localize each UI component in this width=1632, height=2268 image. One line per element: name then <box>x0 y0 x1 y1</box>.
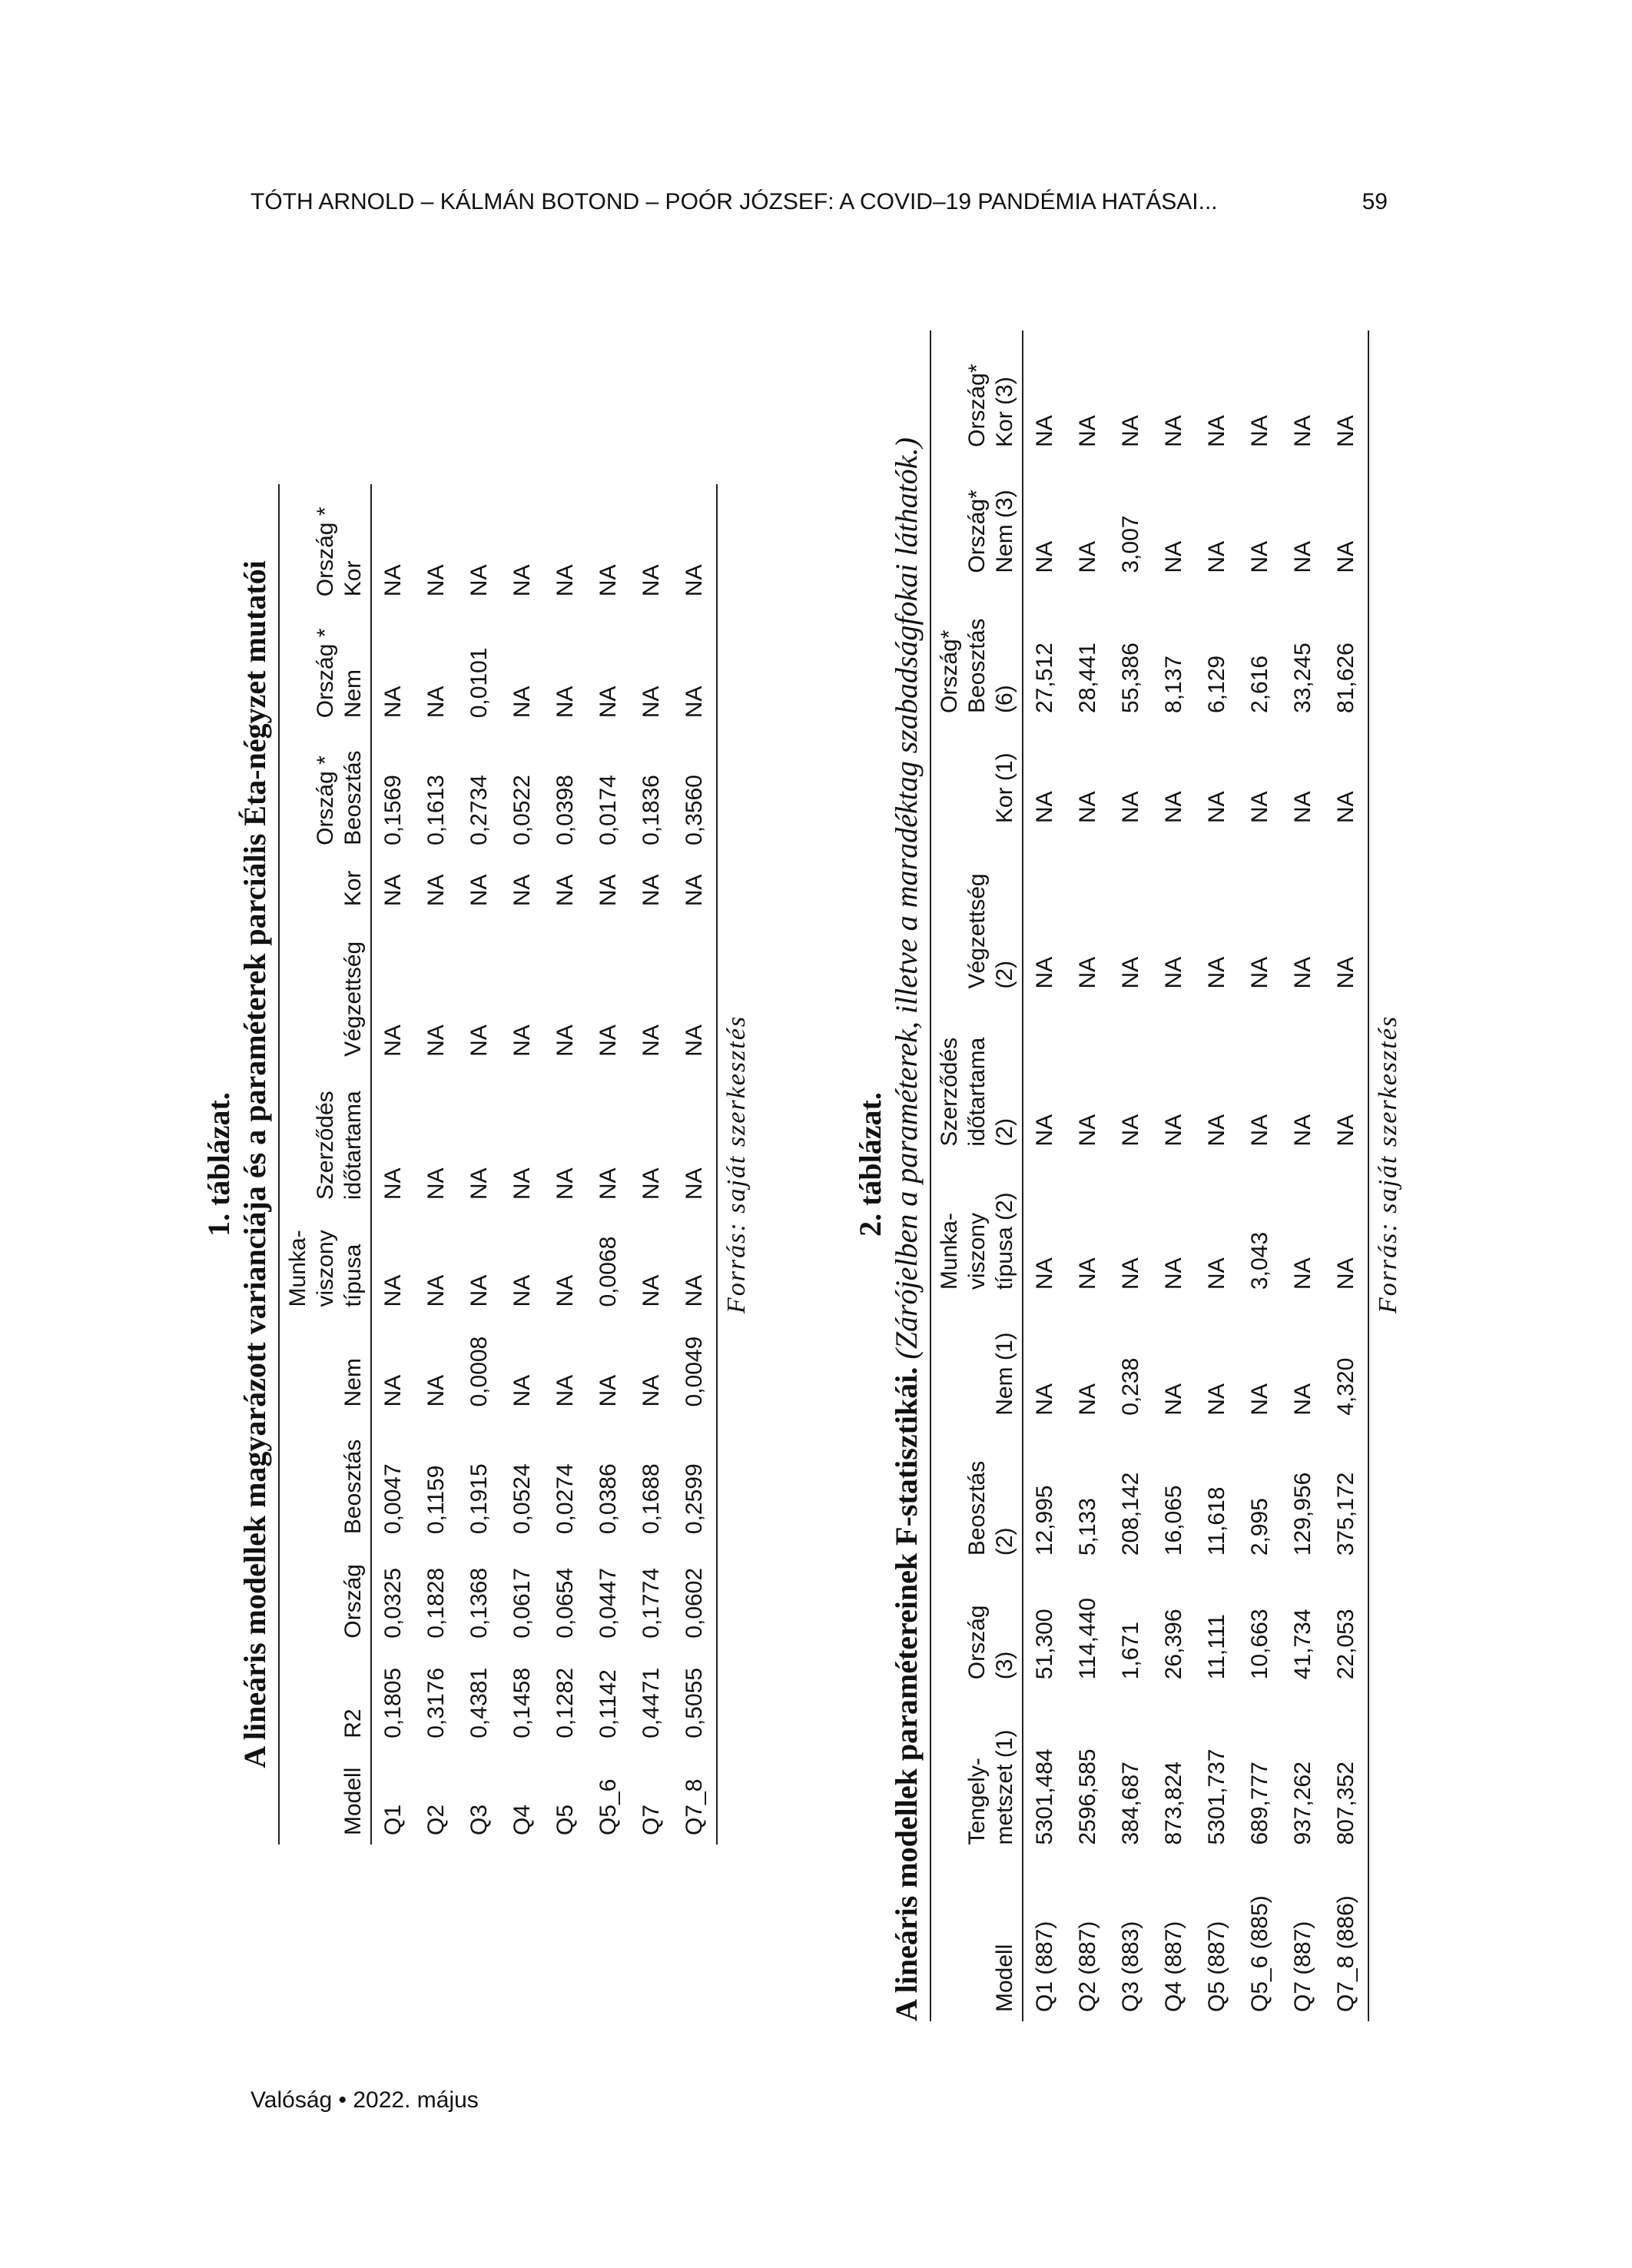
table-row <box>1239 330 1282 2021</box>
table2-body <box>1023 330 1368 2021</box>
table-cell: Q3 <box>466 1804 492 1835</box>
table-row <box>1023 330 1066 2021</box>
table-cell: Q2 <box>423 1804 449 1835</box>
table-cell: NA <box>639 874 664 907</box>
table-cell: NA <box>466 1024 492 1057</box>
table1-body <box>371 484 717 1845</box>
table1-col-header: Munka- viszony típusa <box>279 1209 371 1316</box>
table-cell: NA <box>423 686 449 719</box>
running-title: TÓTH ARNOLD – KÁLMÁN BOTOND – POÓR JÓZSEF: A COVID–19 PANDÉMIA HATÁSAI... <box>250 189 1218 214</box>
table-cell: 0,2734 <box>466 775 492 845</box>
table-cell: 11,618 <box>1204 1486 1229 1556</box>
table2-number: 2. táblázat. <box>853 1092 887 1237</box>
table-cell: NA <box>1247 1383 1272 1416</box>
table-cell: 51,300 <box>1032 1609 1057 1680</box>
table-cell: NA <box>1161 415 1186 447</box>
table-cell: NA <box>1325 722 1368 832</box>
table-cell: 0,0068 <box>595 1236 621 1307</box>
table-cell: NA <box>595 874 621 907</box>
table-cell: NA <box>639 1024 664 1057</box>
table-cell: NA <box>1032 1257 1057 1290</box>
table-cell: 2,616 <box>1247 655 1272 713</box>
table-row <box>371 484 415 1845</box>
table-cell: NA <box>673 855 717 915</box>
table-cell: 0,1805 <box>380 1667 406 1738</box>
table-row <box>501 484 544 1845</box>
table-cell: NA <box>1204 956 1229 989</box>
table2-col-header: Munka- viszony típusa (2) <box>930 1156 1023 1299</box>
table-row <box>544 484 587 1845</box>
table-cell: NA <box>1161 791 1186 824</box>
table1 <box>278 484 718 1845</box>
table-cell: NA <box>1290 791 1315 824</box>
table1-source: Forrás: saját szerkesztés <box>722 1014 751 1314</box>
table2-title: A lineáris modellek paramétereinek F-statisztikái. <box>889 1366 924 2021</box>
table-cell: NA <box>639 564 664 597</box>
table-cell: 0,0049 <box>673 1316 717 1416</box>
table-cell: 41,734 <box>1290 1609 1315 1680</box>
table-cell: NA <box>1247 1114 1272 1147</box>
table-cell: NA <box>509 564 535 597</box>
table2-col-header: Beosztás (2) <box>930 1425 1023 1565</box>
table-cell: NA <box>1075 1114 1100 1147</box>
table-row <box>1325 330 1368 2021</box>
table-cell: NA <box>466 1274 492 1307</box>
table-cell: 937,262 <box>1290 1762 1315 1845</box>
table-cell: 0,0274 <box>552 1463 578 1535</box>
table-cell: 0,0047 <box>380 1463 406 1535</box>
table-cell: NA <box>673 915 717 1066</box>
table-cell: NA <box>595 1167 621 1200</box>
table-row <box>673 484 717 1845</box>
table-cell: NA <box>380 874 406 907</box>
table-cell: 375,172 <box>1325 1425 1368 1565</box>
table-cell: NA <box>423 564 449 597</box>
table-cell: 0,4381 <box>466 1667 492 1738</box>
table-cell: NA <box>552 1274 578 1307</box>
table2-col-header: Végzettség (2) <box>930 832 1023 998</box>
table-cell: 10,663 <box>1247 1609 1272 1680</box>
table-cell: 0,1915 <box>466 1463 492 1535</box>
table2 <box>930 330 1369 2021</box>
table-cell: NA <box>673 606 717 727</box>
table-cell: 0,0522 <box>509 775 535 845</box>
table-cell: NA <box>1075 956 1100 989</box>
table-cell: NA <box>1032 1114 1057 1147</box>
table-cell: 2,995 <box>1247 1498 1272 1556</box>
table-cell: 0,0654 <box>552 1567 578 1639</box>
table-row <box>1282 330 1325 2021</box>
table-cell: Q5 (887) <box>1204 1921 1229 2012</box>
table-row <box>1066 330 1110 2021</box>
table1-col-header: Szerződés időtartama <box>279 1066 371 1209</box>
table-cell: 384,687 <box>1118 1762 1143 1845</box>
table-cell: 114,440 <box>1075 1598 1100 1680</box>
table-cell: 8,137 <box>1161 655 1186 713</box>
table-cell: 873,824 <box>1161 1762 1186 1845</box>
table-cell: 2596,585 <box>1075 1748 1100 1845</box>
table-cell: NA <box>552 1024 578 1057</box>
table-cell: 0,0524 <box>509 1463 535 1535</box>
table-cell: NA <box>423 1167 449 1200</box>
table-cell: 0,2599 <box>673 1416 717 1544</box>
table2-col-header: Modell <box>930 1855 1023 2021</box>
table-cell: NA <box>595 686 621 719</box>
table2-header-row <box>930 330 1023 2021</box>
table-cell: 0,0447 <box>595 1567 621 1639</box>
table-cell: 11,111 <box>1204 1614 1229 1680</box>
running-head <box>250 189 1388 215</box>
table-cell: 0,3560 <box>673 727 717 855</box>
table-cell: Q1 (887) <box>1032 1921 1057 2012</box>
table-cell: 3,043 <box>1247 1231 1272 1290</box>
table1-col-header: R2 <box>279 1648 371 1748</box>
table-cell: NA <box>509 1167 535 1200</box>
table-cell: NA <box>1290 540 1315 573</box>
table-cell: NA <box>509 1374 535 1407</box>
table1-block <box>201 307 751 2021</box>
table-cell: Q1 <box>380 1804 406 1835</box>
table-cell: NA <box>1118 1257 1143 1290</box>
table-cell: 0,0602 <box>673 1543 717 1648</box>
table-cell: NA <box>466 874 492 907</box>
table-cell: 0,1282 <box>552 1667 578 1738</box>
table-cell: 0,5055 <box>673 1648 717 1748</box>
table-cell: NA <box>1247 415 1272 447</box>
table-cell: Q3 (883) <box>1118 1921 1143 2012</box>
table-cell: Q7 (887) <box>1290 1921 1315 2012</box>
table-cell: NA <box>595 1024 621 1057</box>
table2-col-header: Nem (1) <box>930 1299 1023 1425</box>
table2-col-header: Ország (3) <box>930 1565 1023 1689</box>
table-cell: NA <box>1118 1114 1143 1147</box>
table-cell: 16,065 <box>1161 1485 1186 1556</box>
table-cell: NA <box>380 1274 406 1307</box>
table-cell: 0,1613 <box>423 775 449 845</box>
table-cell: NA <box>1325 330 1368 457</box>
table1-title: A lineáris modellek magyarázott varianciája és a paraméterek parciális Éta-négyzet mutatói <box>237 560 272 1768</box>
table-cell: 0,1458 <box>509 1667 535 1738</box>
table-cell: NA <box>1118 956 1143 989</box>
table-cell: Q7_8 (886) <box>1325 1855 1368 2021</box>
table-cell: 807,352 <box>1325 1689 1368 1854</box>
table-cell: NA <box>466 564 492 597</box>
table-cell: NA <box>639 1167 664 1200</box>
table-row <box>458 484 501 1845</box>
table-cell: 129,956 <box>1290 1472 1315 1556</box>
table-cell: NA <box>1161 1257 1186 1290</box>
table-cell: NA <box>552 1167 578 1200</box>
table-cell: 689,777 <box>1247 1762 1272 1845</box>
table-cell: 0,1142 <box>595 1669 621 1738</box>
table-cell: NA <box>1247 791 1272 824</box>
table2-block <box>853 307 1403 2021</box>
table-cell: NA <box>423 1274 449 1307</box>
table-cell: NA <box>1325 832 1368 998</box>
table2-col-header: Kor (1) <box>930 722 1023 832</box>
table-cell: Q5_6 (885) <box>1247 1895 1272 2012</box>
table-cell: 0,1774 <box>639 1567 664 1639</box>
table-cell: NA <box>1075 540 1100 573</box>
table-cell: 5,133 <box>1075 1498 1100 1556</box>
table-cell: 28,441 <box>1075 643 1100 713</box>
table-cell: 0,1828 <box>423 1567 449 1639</box>
table1-col-header: Nem <box>279 1316 371 1416</box>
table-cell: NA <box>1290 1114 1315 1147</box>
table-cell: NA <box>1204 540 1229 573</box>
table-cell: NA <box>1325 998 1368 1156</box>
table-cell: NA <box>1204 415 1229 447</box>
table2-subtitle: (Zárójelben a paraméterek, illetve a maradéktag szabadságfokai láthatók.) <box>889 437 924 1360</box>
table-cell: NA <box>380 1167 406 1200</box>
table1-col-header: Ország * Beosztás <box>279 727 371 855</box>
table-cell: NA <box>1290 415 1315 447</box>
table-cell: Q4 <box>509 1804 535 1835</box>
table-cell: 0,1569 <box>380 775 406 845</box>
table-cell: NA <box>1204 1114 1229 1147</box>
table-cell: NA <box>673 1209 717 1316</box>
table-cell: NA <box>1204 791 1229 824</box>
table-cell: NA <box>380 686 406 719</box>
table-cell: 0,1368 <box>466 1567 492 1639</box>
table-cell: 4,320 <box>1325 1299 1368 1425</box>
table-cell: NA <box>509 874 535 907</box>
table-cell: 0,1688 <box>639 1463 664 1535</box>
table-cell: NA <box>552 874 578 907</box>
table-cell: NA <box>1325 1156 1368 1299</box>
table-cell: 0,0174 <box>595 775 621 845</box>
table-cell: NA <box>1118 791 1143 824</box>
table-cell: 0,4471 <box>639 1667 664 1738</box>
table-cell: 5301,737 <box>1204 1748 1229 1845</box>
table-cell: NA <box>1290 956 1315 989</box>
table-cell: 3,007 <box>1118 515 1143 573</box>
table-cell: NA <box>1075 1257 1100 1290</box>
table-cell: NA <box>639 686 664 719</box>
table-cell: NA <box>1247 540 1272 573</box>
table-cell: 55,386 <box>1118 643 1143 713</box>
table-cell: 0,3176 <box>423 1667 449 1738</box>
table-cell: 27,512 <box>1032 643 1057 713</box>
table-cell: NA <box>1032 956 1057 989</box>
table-cell: 22,053 <box>1325 1565 1368 1689</box>
table1-col-header: Kor <box>279 855 371 915</box>
table-cell: NA <box>673 1066 717 1209</box>
table1-header-row <box>279 484 371 1845</box>
table1-number: 1. táblázat. <box>201 1092 236 1237</box>
table-cell: 0,1159 <box>423 1465 449 1535</box>
table-cell: NA <box>1161 1114 1186 1147</box>
table2-col-header: Tengely- metszet (1) <box>930 1689 1023 1854</box>
table-cell: NA <box>466 1167 492 1200</box>
table-cell: NA <box>1161 540 1186 573</box>
table-cell: NA <box>1161 956 1186 989</box>
table-cell: 81,626 <box>1325 583 1368 722</box>
table-cell: NA <box>1075 791 1100 824</box>
table1-col-header: Ország * Kor <box>279 484 371 606</box>
table-cell: 0,0008 <box>466 1336 492 1407</box>
table-cell: NA <box>380 564 406 597</box>
table-row <box>1196 330 1239 2021</box>
table-cell: NA <box>423 874 449 907</box>
table-cell: NA <box>1032 1383 1057 1416</box>
table2-caption <box>888 307 925 2021</box>
table-cell: Q7 <box>639 1804 664 1835</box>
table-cell: NA <box>1032 791 1057 824</box>
table-cell: 33,245 <box>1290 643 1315 713</box>
table1-col-header: Modell <box>279 1748 371 1845</box>
table-cell: NA <box>673 484 717 606</box>
table-cell: NA <box>1161 1383 1186 1416</box>
table2-source: Forrás: saját szerkesztés <box>1374 1014 1402 1314</box>
table-row <box>587 484 630 1845</box>
page-number: 59 <box>1362 189 1388 214</box>
table-cell: Q2 (887) <box>1075 1921 1100 2012</box>
table-cell: NA <box>1075 1383 1100 1416</box>
table-cell: 12,995 <box>1032 1485 1057 1556</box>
table-cell: 0,238 <box>1118 1357 1143 1416</box>
table-cell: NA <box>380 1024 406 1057</box>
page-footer: Valóság • 2022. május <box>250 2087 479 2113</box>
table-cell: NA <box>1032 540 1057 573</box>
table-row <box>415 484 458 1845</box>
table-cell: NA <box>1118 415 1143 447</box>
table1-col-header: Végzettség <box>279 915 371 1066</box>
table2-col-header: Szerződés időtartama (2) <box>930 998 1023 1156</box>
table-cell: 0,1836 <box>639 775 664 845</box>
table-row <box>1110 330 1153 2021</box>
table1-col-header: Beosztás <box>279 1416 371 1544</box>
table-cell: NA <box>552 1374 578 1407</box>
table-cell: NA <box>1325 457 1368 583</box>
table-cell: NA <box>380 1374 406 1407</box>
table-cell: NA <box>1032 415 1057 447</box>
table-cell: Q5_6 <box>595 1778 621 1835</box>
table-cell: NA <box>552 686 578 719</box>
table-cell: 6,129 <box>1204 655 1229 713</box>
table-cell: NA <box>552 564 578 597</box>
table-row <box>630 484 673 1845</box>
table-cell: NA <box>1204 1257 1229 1290</box>
table-cell: 0,0398 <box>552 775 578 845</box>
table2-col-header: Ország* Nem (3) <box>930 457 1023 583</box>
table-cell: 0,0325 <box>380 1567 406 1639</box>
table-cell: 0,0101 <box>466 647 492 719</box>
table-cell: NA <box>1290 1257 1315 1290</box>
table-cell: NA <box>595 1374 621 1407</box>
table2-col-header: Ország* Beosztás (6) <box>930 583 1023 722</box>
table-cell: NA <box>1075 415 1100 447</box>
table1-col-header: Ország <box>279 1543 371 1648</box>
table-cell: Q7_8 <box>673 1748 717 1845</box>
table-cell: NA <box>423 1024 449 1057</box>
table-cell: 208,142 <box>1118 1472 1143 1556</box>
table-cell: NA <box>1290 1383 1315 1416</box>
table-cell: NA <box>1247 956 1272 989</box>
table-cell: NA <box>509 686 535 719</box>
table-cell: Q5 <box>552 1804 578 1835</box>
table-cell: NA <box>595 564 621 597</box>
table-cell: NA <box>509 1274 535 1307</box>
table2-col-header: Ország* Kor (3) <box>930 330 1023 457</box>
table-cell: NA <box>509 1024 535 1057</box>
table1-col-header: Ország * Nem <box>279 606 371 727</box>
table-cell: 1,671 <box>1118 1622 1143 1680</box>
table-cell: NA <box>1204 1383 1229 1416</box>
table-cell: NA <box>423 1374 449 1407</box>
table-cell: 0,0617 <box>509 1567 535 1639</box>
table-cell: NA <box>639 1274 664 1307</box>
table-cell: NA <box>639 1374 664 1407</box>
table-cell: 5301,484 <box>1032 1748 1057 1845</box>
table-cell: 26,396 <box>1161 1609 1186 1680</box>
table-cell: Q4 (887) <box>1161 1921 1186 2012</box>
table-cell: 0,0386 <box>595 1463 621 1535</box>
table-row <box>1153 330 1196 2021</box>
